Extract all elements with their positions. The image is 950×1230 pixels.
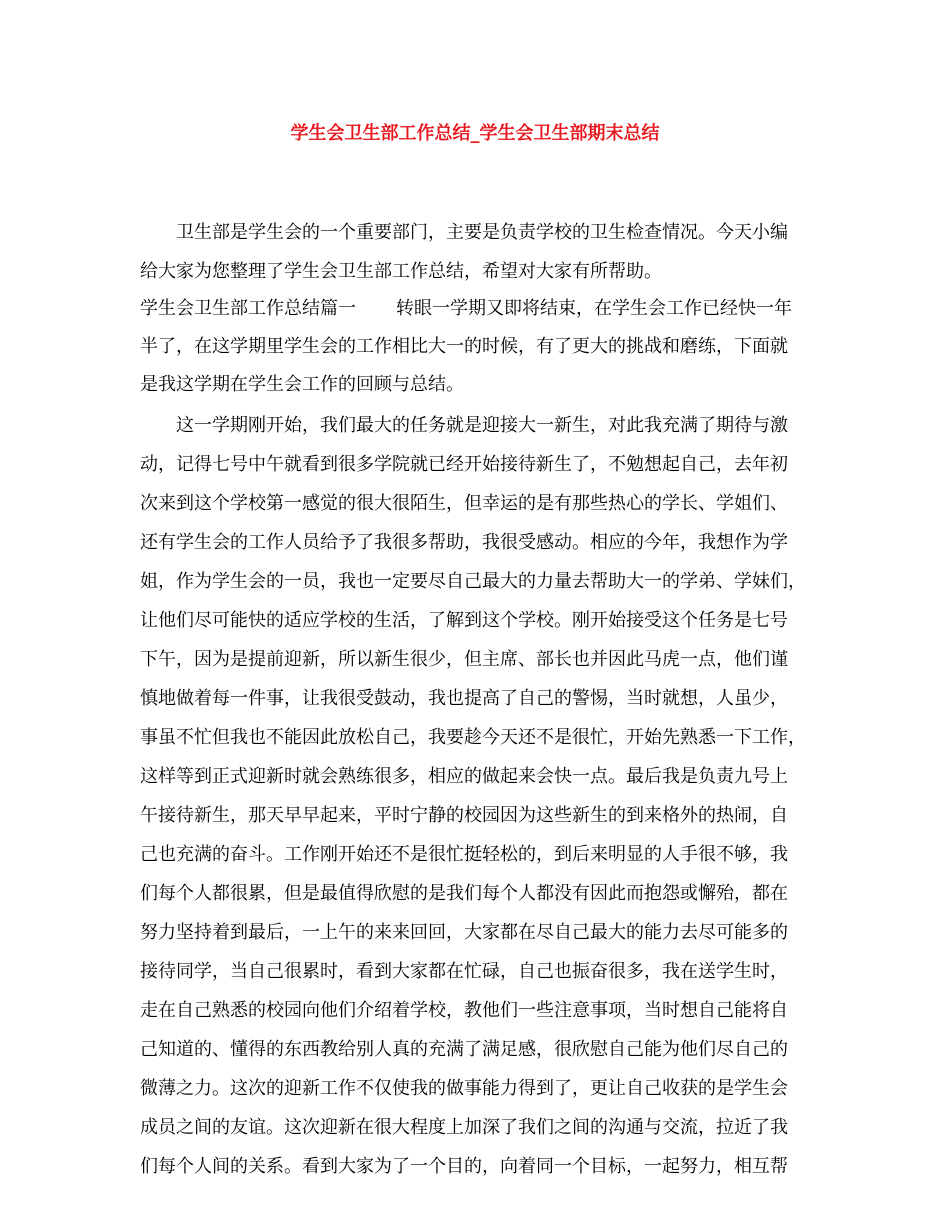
paragraph-line: 半了，在这学期里学生会的工作相比大一的时候，有了更大的挑战和磨练，下面就 xyxy=(140,336,788,357)
paragraph-line: 下午，因为是提前迎新，所以新生很少，但主席、部长也并因此马虎一点，他们谨 xyxy=(140,649,788,670)
paragraph-line: 还有学生会的工作人员给予了我很多帮助，我很受感动。相应的今年，我想作为学 xyxy=(140,532,788,553)
paragraph-line: 努力坚持着到最后，一上午的来来回回，大家都在尽自己最大的能力去尽可能多的 xyxy=(140,922,788,943)
paragraph-line: 们每个人都很累，但是最值得欣慰的是我们每个人都没有因此而抱怨或懈殆，都在 xyxy=(140,883,788,904)
section-heading-line xyxy=(140,294,792,324)
paragraph-line: 动，记得七号中午就看到很多学院就已经开始接待新生了，不勉想起自己，去年初 xyxy=(140,454,788,475)
document-title: 学生会卫生部工作总结_学生会卫生部期末总结 xyxy=(290,123,660,144)
paragraph-line: 们每个人间的关系。看到大家为了一个目的，向着同一个目标，一起努力，相互帮 xyxy=(140,1156,788,1177)
paragraph-line: 己也充满的奋斗。工作刚开始还不是很忙挺轻松的，到后来明显的人手很不够，我 xyxy=(140,844,788,865)
paragraph-line: 微薄之力。这次的迎新工作不仅使我的做事能力得到了，更让自己收获的是学生会 xyxy=(140,1078,788,1099)
paragraph-line: 让他们尽可能快的适应学校的生活，了解到这个学校。刚开始接受这个任务是七号 xyxy=(140,610,788,631)
paragraph-line: 慎地做着每一件事，让我很受鼓动，我也提高了自己的警惕，当时就想，人虽少， xyxy=(140,688,788,709)
paragraph-line: 是我这学期在学生会工作的回顾与总结。 xyxy=(140,374,464,395)
paragraph-line: 这样等到正式迎新时就会熟练很多，相应的做起来会快一点。最后我是负责九号上 xyxy=(140,766,788,787)
paragraph-line: 走在自己熟悉的校园向他们介绍着学校，教他们一些注意事项，当时想自己能将自 xyxy=(140,1000,788,1021)
paragraph-line: 给大家为您整理了学生会卫生部工作总结，希望对大家有所帮助。 xyxy=(140,261,662,282)
paragraph-line: 这一学期刚开始，我们最大的任务就是迎接大一新生，对此我充满了期待与激 xyxy=(176,415,788,436)
paragraph-text: 转眼一学期又即将结束，在学生会工作已经快一年 xyxy=(396,298,792,319)
paragraph-line: 成员之间的友谊。这次迎新在很大程度上加深了我们之间的沟通与交流，拉近了我 xyxy=(140,1117,788,1138)
paragraph-line: 事虽不忙但我也不能因此放松自己，我要趁今天还不是很忙，开始先熟悉一下工作， xyxy=(140,727,806,748)
paragraph-line: 己知道的、懂得的东西教给别人真的充满了满足感，很欣慰自己能为他们尽自己的 xyxy=(140,1039,788,1060)
paragraph-line: 姐，作为学生会的一员，我也一定要尽自己最大的力量去帮助大一的学弟、学妹们， xyxy=(140,571,806,592)
paragraph-line: 接待同学，当自己很累时，看到大家都在忙碌，自己也振奋很多，我在送学生时， xyxy=(140,961,788,982)
section-heading: 学生会卫生部工作总结篇一 xyxy=(140,298,356,319)
paragraph-line: 次来到这个学校第一感觉的很大很陌生，但幸运的是有那些热心的学长、学姐们、 xyxy=(140,493,788,514)
paragraph-line: 午接待新生，那天早早起来，平时宁静的校园因为这些新生的到来格外的热闹，自 xyxy=(140,805,788,826)
paragraph-line: 卫生部是学生会的一个重要部门，主要是负责学校的卫生检查情况。今天小编 xyxy=(176,222,788,243)
